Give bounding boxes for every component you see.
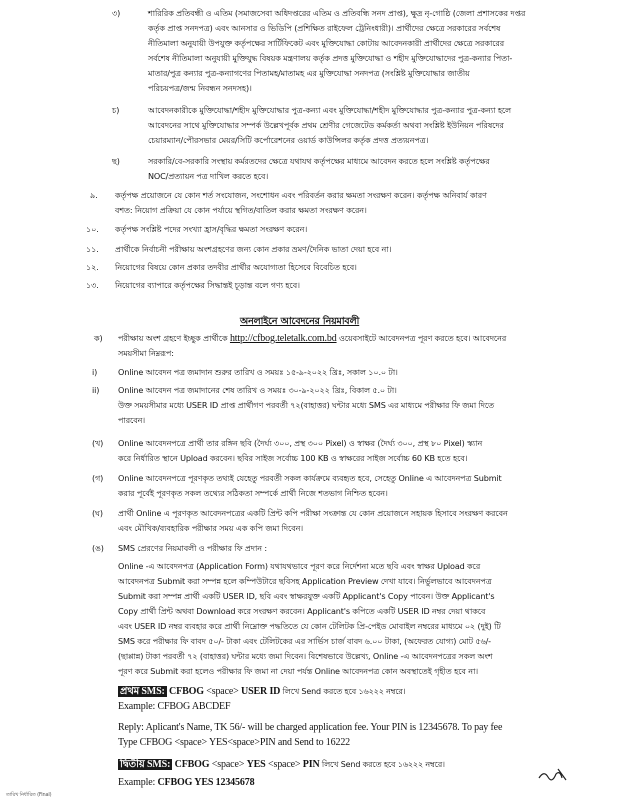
text-line: প্রার্থী Online এ পূরণকৃত আবেদনপত্রের একটি প্রিন্ট কপি পরীক্ষা সংক্রান্ত যে কোন প্রয়োজনে সহায়ক হিসাবে সংরক্ষণ করবেন — [118, 508, 508, 518]
condition-marker: ১৩. — [86, 280, 99, 290]
example-value: CFBOG YES 12345678 — [157, 777, 255, 788]
item-marker: (ঙ) — [92, 543, 104, 553]
online-k-line — [118, 333, 506, 344]
text-line: Submit করা সম্পন্ন প্রার্থী একটি USER ID, ছবি এবং স্বাক্ষরযুক্ত একটি Applicant's Copy পাবেন। উক্ত Applicant's — [118, 591, 495, 601]
sms-command: YES — [246, 759, 266, 770]
text-line: সরকারি/বে-সরকারি সংস্থায় কর্মরতদের ক্ষেত্রে যথাযথ কর্তৃপক্ষের মাধ্যমে আবেদন করতে হলে সংশ্লিষ্ট কর্তৃপক্ষের — [148, 156, 490, 166]
first-sms-example: Example: CFBOG ABCDEF — [118, 701, 231, 712]
signature-mark — [536, 766, 572, 784]
start-date-line: Online আবেদন পত্র জমাদান শুরুর তারিখ ও সময়ঃ ১৫-৯-২০২২ খ্রিঃ, সকাল ১০.০ টা। — [118, 367, 398, 377]
sms-command: USER ID — [241, 686, 281, 697]
text-line: করে নির্ধারিত স্থানে Upload করবেন। ছবির সাইজ সর্বোচ্চ 100 KB ও স্বাক্ষরের সাইজ সর্বোচ্চ 60 KB হতে হবে। — [118, 453, 468, 463]
text-line: আবেদনকারীকে মুক্তিযোদ্ধা/শহীদ মুক্তিযোদ্ধার পুত্র-কন্যা এবং মুক্তিযোদ্ধা/শহীদ মুক্তিযোদ্ধার পুত্র-কন্যার পুত্র-কন্যা হলে — [148, 105, 512, 115]
condition-line: নিয়োগের বিষয়ে কোন প্রকার তদবীর প্রার্থীর অযোগ্যতা হিসেবে বিবেচিত হবে। — [115, 262, 357, 272]
sms-space-token: <space> — [206, 686, 239, 697]
item-marker: ক) — [94, 333, 103, 343]
condition-line: কর্তৃপক্ষ প্রয়োজনে যে কোন শর্ত সংযোজন, সংশোধন এবং পরিবর্তন করার ক্ষমতা সংরক্ষণ করেন। কর্তৃপক্ষ অনিবার্য কারণ — [115, 190, 487, 200]
condition-line: কর্তৃপক্ষ সংশ্লিষ্ট পদের সংখ্যা হ্রাস/বৃদ্ধির ক্ষমতা সংরক্ষণ করেন। — [115, 224, 308, 234]
text-line: মাতার/পুত্র কন্যার পুত্র-কন্যাগণের পিতামহ/মাতামহ এর মুক্তিযোদ্ধা সনদপত্র (সংশ্লিষ্ট মুক্তিযোদ্ধার জাতীয় — [148, 68, 470, 78]
sms-instruction: লিখে Send করতে হবে ১৬২২২ নম্বরে। — [321, 760, 445, 769]
text-line: এবং USER ID নম্বর ব্যবহার করে প্রার্থী নিম্নোক্ত পদ্ধতিতে যে কোন টেলিটক প্রি-পেইড মোবাইল নম্বরের মাধ্যমে ০২ (দুই) টি — [118, 621, 501, 631]
text-line: কর্তৃক প্রাপ্ত সনদপত্র) এবং আনসার ও ভিডিপি (প্রশিক্ষিত রাইফেল ট্রেনিংধারী)। প্রার্থীদের ক্ষেত্রে সরকারের সর্বশেষ — [148, 23, 501, 33]
text-line: Copy প্রার্থী প্রিন্ট অথবা Download করে সংরক্ষণ করবেন। Applicant's কপিতে একটি USER ID নম্বর দেয়া থাকবে — [118, 606, 486, 616]
text-line: Online -এ আবেদনপত্র (Application Form) যথাযথভাবে পূরণ করে নির্দেশনা মতে ছবি এবং স্বাক্ষর Upload করে — [118, 561, 481, 571]
condition-marker: ৯. — [90, 190, 98, 200]
footer-note: তারিখ নির্ধারিত (Final) — [6, 792, 52, 798]
end-date-line: Online আবেদন পত্র জমাদানের শেষ তারিখ ও সময়ঃ ৩০-৯-২০২২ খ্রিঃ, বিকাল ৫.০ টা। — [118, 385, 397, 395]
sms-command: PIN — [302, 759, 320, 770]
online-k-pre: পরীক্ষায় অংশ গ্রহণে ইচ্ছুক প্রার্থীকে — [118, 333, 228, 343]
online-rules-heading: অনলাইনে আবেদনের নিয়মাবলী — [240, 316, 360, 327]
example-prefix: Example: — [118, 777, 156, 788]
sms-space-token: <space> — [267, 759, 301, 770]
sms-reply-line: Reply: Aplicant's Name, TK 56/- will be charged application fee. Your PIN is 12345678. To pay fee — [118, 722, 503, 733]
sms-instruction: লিখে Send করতে হবে ১৬২২২ নম্বরে। — [282, 687, 406, 696]
condition-line: প্রার্থীকে নির্বাচনী পরীক্ষায় অংশগ্রহণের জন্য কোন প্রকার ভ্রমণ/দৈনিক ভাতা দেয়া হবে না। — [115, 244, 392, 254]
text-line: পারবেন। — [118, 415, 146, 425]
first-sms-label: প্রথম SMS: — [120, 686, 165, 697]
second-sms-example — [118, 777, 254, 788]
condition-line: বশত: নিয়োগ প্রক্রিয়া যে কোন পর্যায়ে স্থগিত/বাতিল করার ক্ষমতা সংরক্ষণ করেন। — [115, 205, 367, 215]
condition-line: নিয়োগের ব্যাপারে কর্তৃপক্ষের সিদ্ধান্তই চূড়ান্ত বলে গণ্য হবে। — [115, 280, 300, 290]
text-line: নীতিমালা অনুযায়ী উপযুক্ত কর্তৃপক্ষের সার্টিফিকেট এবং মুক্তিযোদ্ধা কোটায় আবেদনকারী প্রার্থীদের ক্ষেত্রে সরকারের — [148, 38, 505, 48]
online-k-line2: সময়সীমা নিম্নরূপ: — [118, 348, 174, 358]
online-k-post: ওয়েবসাইটে আবেদনপত্র পূরণ করতে হবে। আবেদনের — [339, 333, 507, 343]
condition-marker: ১২. — [86, 262, 99, 272]
item-marker: i) — [92, 367, 98, 377]
text-line: NOC/প্রত্যায়ন পত্র দাখিল করতে হবে। — [148, 171, 269, 181]
sms-command: CFBOG — [169, 686, 204, 697]
text-line: Online আবেদনপত্রে প্রার্থী তার রঙ্গিন ছবি (দৈর্ঘ্য ৩০০, প্রস্থ ৩০০ Pixel) ও স্বাক্ষর (দৈর্ঘ্য ৩০০, প্রস্থ ৮০ Pixel) স্ক্যান — [118, 438, 483, 448]
text-line: শারিরিক প্রতিবন্ধী ও এতিম (সমাজসেবা অধিদপ্তরের এতিম ও প্রতিবন্ধি সনদ প্রাপ্ত), ক্ষুদ্র নৃ-গোষ্ঠি (জেলা প্রশাসকের দপ্তর — [148, 8, 526, 18]
item-marker: (খ) — [92, 438, 104, 448]
item-marker: চ) — [112, 105, 120, 115]
application-website-link[interactable]: http://cfbog.teletalk.com.bd — [229, 333, 337, 344]
item-marker: (ঘ) — [92, 508, 103, 518]
text-line: আবেদনের সাথে মুক্তিযোদ্ধার সম্পর্ক উল্লেখপূর্বক প্রথম শ্রেণীর গেজেটেড কর্মকর্তা অথবা সংশ্লিষ্ট ইউনিয়ন পরিষদের — [148, 120, 504, 130]
text-line: করার পূর্বেই পূরণকৃত সকল তথ্যের সঠিকতা সম্পর্কে প্রার্থী নিজে শতভাগ নিশ্চিত হবেন। — [118, 488, 388, 498]
second-sms-line — [118, 759, 445, 770]
text-line: চেয়ারম্যান/পৌরসভার মেয়র/সিটি কর্পোরেশনের ওয়ার্ড কাউন্সিলর কর্তৃক প্রদত্ত প্রত্যয়নপত্র। — [148, 135, 429, 145]
condition-marker: ১১. — [86, 244, 99, 254]
sms-space-token: <space> — [211, 759, 245, 770]
item-marker: ৩) — [112, 8, 121, 18]
condition-marker: ১০. — [86, 224, 99, 234]
first-sms-line — [118, 686, 406, 697]
item-marker: ii) — [92, 385, 100, 395]
text-line: আবেদনপত্র Submit করা সম্পন্ন হলে কম্পিউটারে ছবিসহ Application Preview দেখা যাবে। নির্ভুলভাবে আবেদনপত্র — [118, 576, 492, 586]
item-marker: (গ) — [92, 473, 104, 483]
text-line: (ছাপ্পান্ন) টাকা পরবর্তী ৭২ (বাহাত্তর) ঘন্টার মধ্যে জমা দিবেন। বিশেষভাবে উল্লেখ্য, Online -এ আবেদনপত্রের সকল অংশ — [118, 651, 493, 661]
text-line: সর্বশেষ নীতিমালা অনুযায়ী মুক্তিযুদ্ধ বিষয়ক মন্ত্রণালয় কর্তৃক প্রদত্ত মুক্তিযোদ্ধা ও শহীদ মুক্তিযোদ্ধাদের পুত্র-কন্যার পিতা- — [148, 53, 513, 63]
text-line: SMS করে পরীক্ষার ফি বাবদ ৫০/- টাকা এবং টেলিটকের এর সার্ভিস চার্জ বাবদ ৬.০০ টাকা, (অফেরত যোগ্য) মোট ৫৬/- — [118, 636, 491, 646]
text-line: Online আবেদনপত্রে পূরণকৃত তথ্যই যেহেতু পরবর্তী সকল কার্যক্রমে ব্যবহৃত হবে, সেহেতু Online এ আবেদনপত্র Submit — [118, 473, 502, 483]
second-sms-label: দ্বিতীয় SMS: — [120, 759, 171, 770]
text-line: উক্ত সময়সীমার মধ্যে USER ID প্রাপ্ত প্রার্থীগণ পরবর্তী ৭২(বাহাত্তর) ঘন্টার মধ্যে SMS এর মাধ্যমে পরীক্ষার ফি জমা দিতে — [118, 400, 495, 410]
text-line: পরিচয়পত্র/জন্ম নিবন্ধন সনদসহ)। — [148, 83, 252, 93]
sms-rules-title: SMS প্রেরণের নিয়মাবলী ও পরীক্ষার ফি প্রদান : — [118, 543, 267, 553]
text-line: পূরণ করে Submit করা হলেও পরীক্ষার ফি জমা না দেয়া পর্যন্ত Online আবেদনপত্র কোন অবস্থাতেই গৃহীত হবে না। — [118, 666, 479, 676]
sms-reply-line: Type CFBOG <space> YES<space>PIN and Send to 16222 — [118, 737, 351, 748]
sms-command: CFBOG — [174, 759, 210, 770]
item-marker: ছ) — [112, 156, 120, 166]
text-line: এবং মৌখিক/ব্যবহারিক পরীক্ষার সময় এক কপি জমা দিবেন। — [118, 523, 304, 533]
